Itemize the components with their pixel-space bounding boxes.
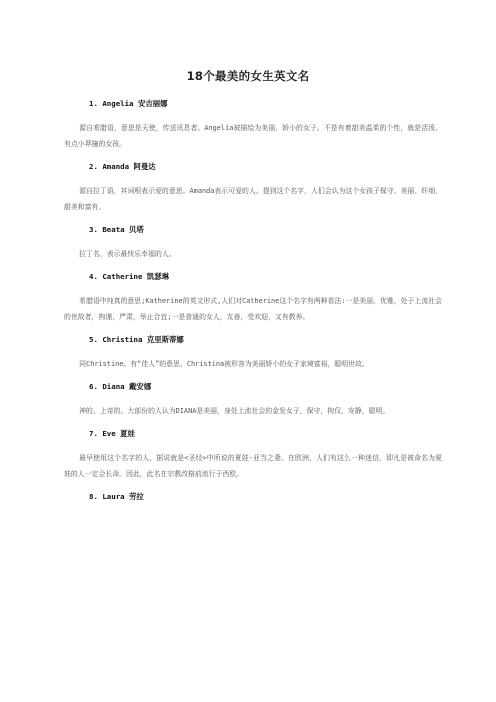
- section-heading: 3. Beata 贝塔: [89, 225, 144, 234]
- document-title: 18个最美的女生英文名: [186, 69, 310, 83]
- section-text: 同Christine。有“佳人”的意思。Christina被形容为美丽娇小的女子家境富裕，聪明世故。: [79, 360, 369, 368]
- name-section: [60, 98, 442, 152]
- section-text: 最早使用这个名字的人，据说就是<圣经>中所说的夏娃-亚当之妻。在欧洲，人们有这么一种迷信，即凡是被命名为夏娃的人一定会长命。因此，此名在宗教改格前流行于西欧。: [64, 454, 442, 478]
- section-heading: 7. Eve 夏娃: [89, 429, 135, 438]
- name-section: [60, 381, 442, 419]
- sections-list: [60, 98, 442, 513]
- name-section: [60, 161, 442, 215]
- section-heading: 2. Amanda 阿曼达: [89, 162, 156, 171]
- name-section: [60, 491, 442, 503]
- section-text: 源自拉丁语，其词根表示爱的意思。Amanda表示可爱的人。提到这个名字，人们会认为这个女孩子保守、美丽、纤细，甜美和富有。: [64, 187, 442, 211]
- section-heading: 8. Laura 劳拉: [89, 492, 144, 501]
- name-section: [60, 334, 442, 372]
- section-text: 拉丁名，表示最快乐幸福的人。: [79, 250, 176, 258]
- name-section: [60, 224, 442, 262]
- section-text: 希腊语中纯真的意思;Katherine的英文形式,人们对Catherine这个名字有两种看法:一是美丽，优雅，处于上流社会的世故者，拘谨，严肃，举止合宜;一是普通的女人，友善，受欢迎，又有教养。: [64, 297, 442, 321]
- section-text: 源自希腊语，意思是天使，传送讯息者。Angelia被描绘为美丽，娇小的女子。不是有着甜美温柔的个性，就是活泼、有点小莽撞的女孩。: [64, 124, 442, 148]
- section-heading: 5. Christina 克里斯蒂娜: [89, 335, 184, 344]
- name-section: [60, 271, 442, 325]
- section-heading: 1. Angelia 安吉丽娜: [89, 99, 168, 108]
- section-heading: 6. Diana 戴安娜: [89, 382, 152, 391]
- name-section: [60, 428, 442, 482]
- section-heading: 4. Catherine 凯瑟琳: [89, 272, 170, 281]
- section-text: 神的，上帝的。大部份的人认为DIANA是美丽，身处上流社会的金发女子，保守，拘仅，安静，聪明。: [79, 407, 390, 415]
